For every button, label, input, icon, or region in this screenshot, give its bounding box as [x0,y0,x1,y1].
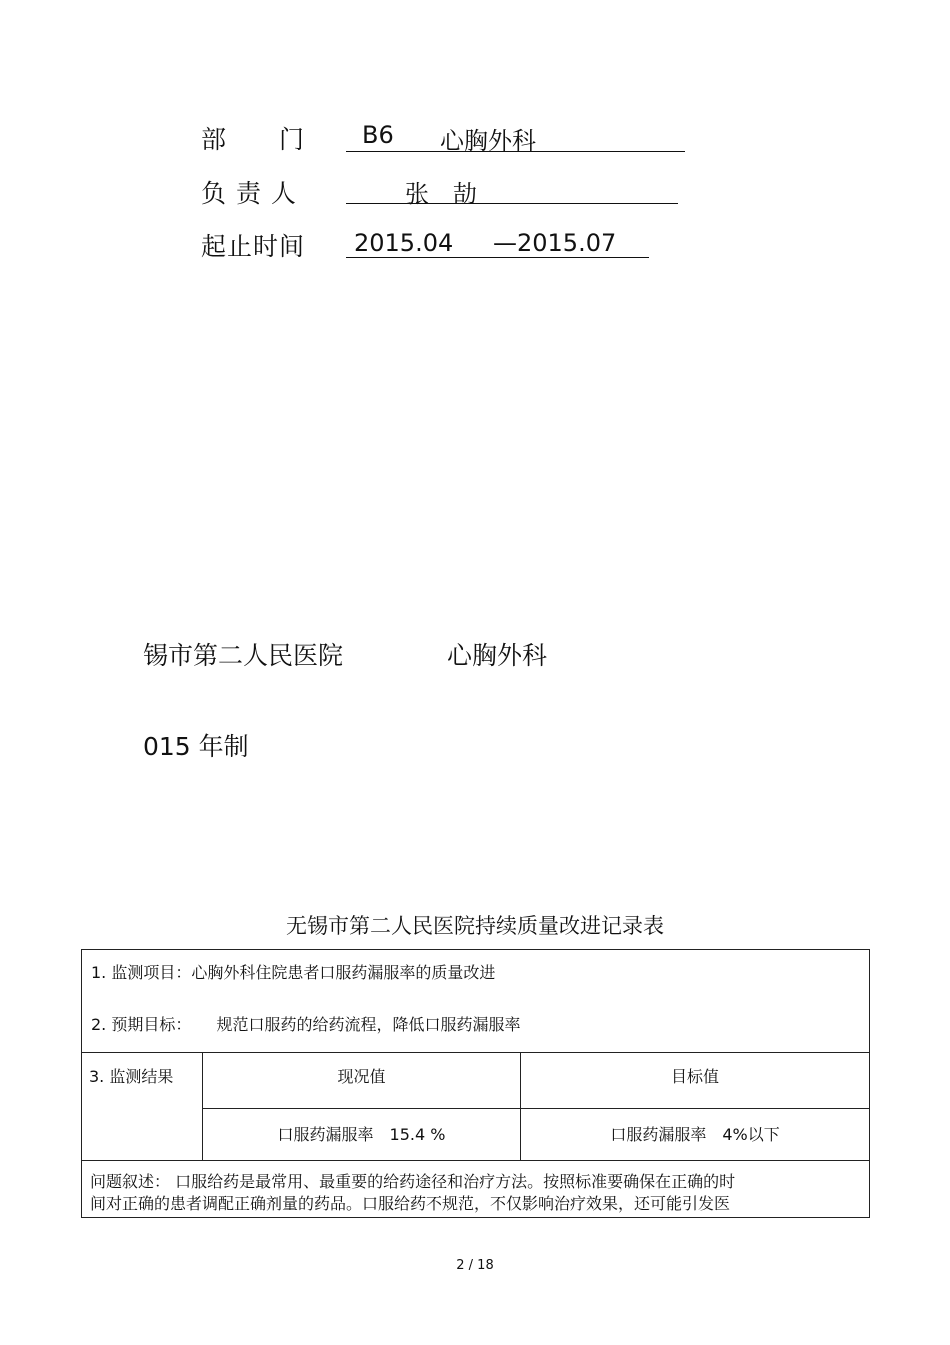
year-line: 015 年制 [143,732,249,761]
department-name: 心胸外科 [447,641,548,670]
current-header-text: 现况值 [337,1067,386,1086]
dept-code: B6 [362,121,394,149]
expected-goal-label: 2. 预期目标： [91,1015,192,1034]
narrative-cell [82,1161,870,1218]
hospital-name: 锡市第二人民医院 [143,641,344,670]
period-label: 起止时间 [201,232,306,261]
current-value: 口服药漏服率 15.4 % [277,1125,446,1144]
period-end: —2015.07 [493,229,617,257]
current-value-cell [203,1109,521,1161]
dept-underline [346,151,685,152]
target-value: 口服药漏服率 4%以下 [610,1125,780,1144]
table-row [82,950,870,1053]
record-table [81,949,870,1218]
target-header [521,1053,870,1109]
result-label-cell [82,1053,203,1161]
head-name: 张 劼 [405,180,477,208]
goals-cell [82,950,870,1053]
target-header-text: 目标值 [671,1067,720,1086]
monitor-item: 1. 监测项目：心胸外科住院患者口服药漏服率的质量改进 [91,963,496,982]
page-number: 2 / 18 [456,1258,494,1273]
table-row [82,1053,870,1109]
head-label: 负 责 人 [201,179,297,208]
current-header [203,1053,521,1109]
narrative-line-1: 问题叙述： 口服给药是最常用、最重要的给药途径和治疗方法。按照标准要确保在正确的时 [90,1172,736,1191]
table-row [82,1161,870,1218]
period-underline [346,257,649,258]
expected-goal-value: 规范口服药的给药流程，降低口服药漏服率 [216,1015,521,1034]
record-title: 无锡市第二人民医院持续质量改进记录表 [286,914,664,938]
expected-goal [91,1012,860,1038]
head-underline [346,203,678,204]
result-label: 3. 监测结果 [89,1067,174,1086]
target-value-cell [521,1109,870,1161]
period-start: 2015.04 [354,229,454,257]
dept-name: 心胸外科 [440,127,536,155]
narrative-line-2: 间对正确的患者调配正确剂量的药品。口服给药不规范，不仅影响治疗效果，还可能引发医 [90,1194,731,1213]
dept-label: 部 门 [201,125,306,154]
